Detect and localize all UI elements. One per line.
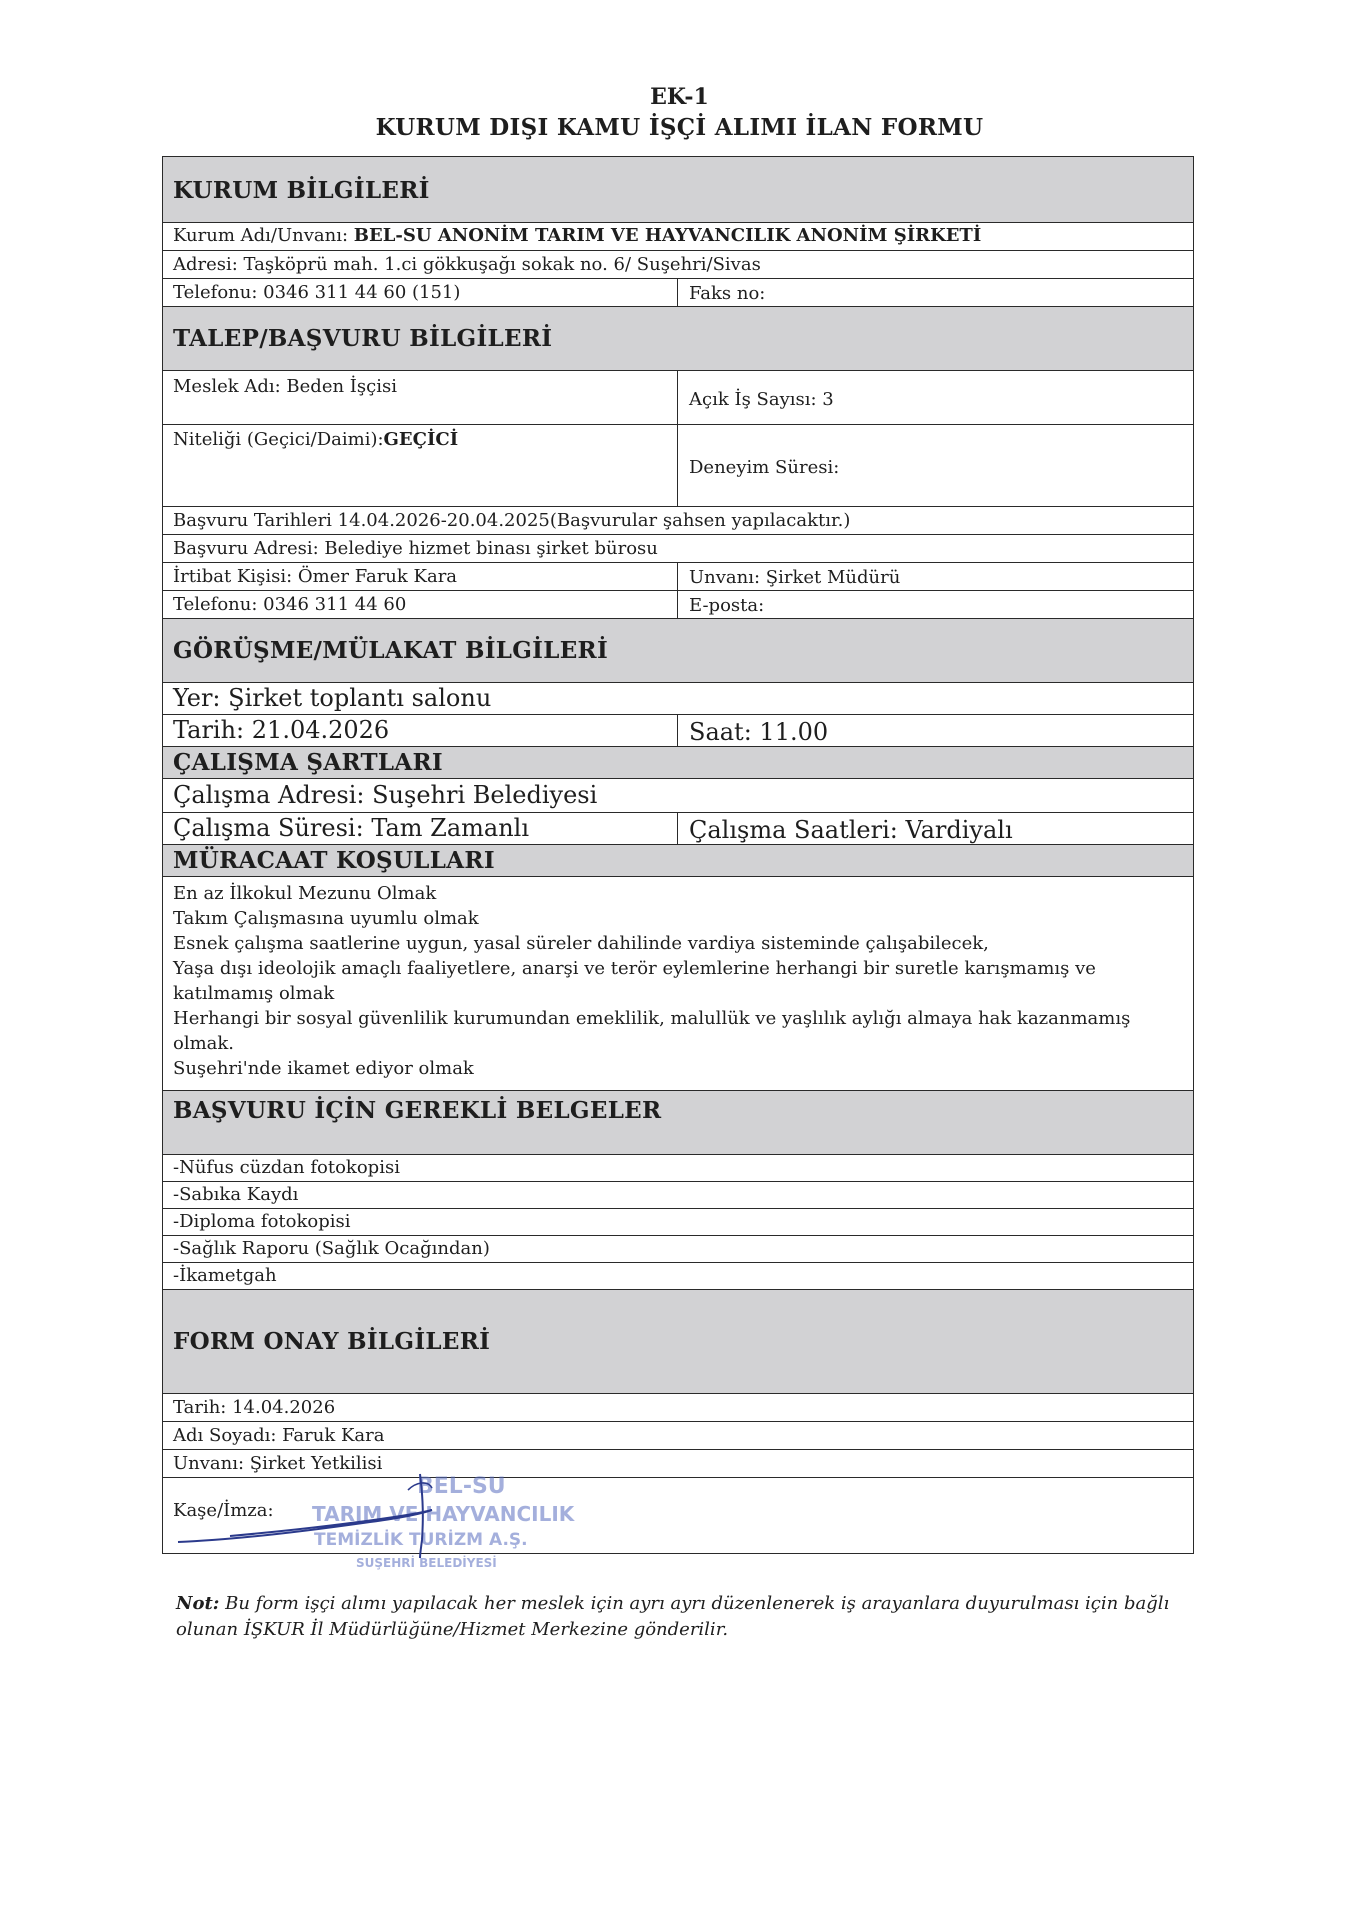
belge-item: -Sağlık Raporu (Sağlık Ocağından) [173, 1238, 490, 1259]
nitelik [173, 429, 458, 450]
calisma-suresi: Çalışma Süresi: Tam Zamanlı [173, 814, 530, 842]
row-basvuru-adresi [163, 535, 1193, 563]
row-calisma-sure [163, 813, 1193, 845]
kurum-unvan-value: BEL-SU ANONİM TARIM VE HAYVANCILIK ANONİM ŞİRKETİ [353, 225, 982, 246]
section-title-gorusme: GÖRÜŞME/MÜLAKAT BİLGİLERİ [173, 637, 608, 664]
deneyim-suresi: Deneyim Süresi: [689, 457, 840, 478]
note-label: Not: [176, 1593, 220, 1614]
section-title-talep: TALEP/BAŞVURU BİLGİLERİ [173, 325, 553, 352]
row-onay-ad [163, 1422, 1193, 1450]
row-kurum-unvan [163, 223, 1193, 251]
row-onay-tarih [163, 1394, 1193, 1422]
section-kurum [163, 157, 1193, 223]
gorusme-tarih: Tarih: 21.04.2026 [173, 716, 390, 744]
signature [170, 1470, 490, 1560]
stamp-line-4: SUŞEHRİ BELEDİYESİ [356, 1556, 497, 1570]
section-gorusme [163, 619, 1193, 683]
irtibat-unvan: Unvanı: Şirket Müdürü [689, 567, 901, 588]
announcement-form [162, 156, 1194, 1554]
row-kurum-telefon [163, 279, 1193, 307]
section-title-belgeler: BAŞVURU İÇİN GEREKLİ BELGELER [173, 1097, 662, 1124]
section-title-onay: FORM ONAY BİLGİLERİ [173, 1328, 491, 1355]
row-basvuru-tarihleri [163, 507, 1193, 535]
kurum-unvan-label: Kurum Adı/Unvanı: [173, 225, 349, 246]
kurum-telefon: Telefonu: 0346 311 44 60 (151) [173, 282, 461, 303]
row-irtibat [163, 563, 1193, 591]
irtibat-eposta: E-posta: [689, 595, 765, 616]
note-text: Bu form işçi alımı yapılacak her meslek için ayrı ayrı düzenlenerek iş arayanlara duyurulması için bağlı olunan İŞKUR İl Müdürlüğüne/Hizmet Merkezine gönderilir. [176, 1593, 1170, 1640]
gorusme-yer: Yer: Şirket toplantı salonu [173, 684, 492, 712]
row-kurum-adres [163, 251, 1193, 279]
onay-unvan: Unvanı: Şirket Yetkilisi [173, 1453, 383, 1474]
row-nitelik [163, 425, 1193, 507]
kurum-adres: Adresi: Taşköprü mah. 1.ci gökkuşağı sokak no. 6/ Suşehri/Sivas [173, 254, 761, 275]
section-title-kurum: KURUM BİLGİLERİ [173, 177, 430, 204]
belge-item: -Diploma fotokopisi [173, 1211, 351, 1232]
row-calisma-adres [163, 779, 1193, 813]
section-muracaat [163, 845, 1193, 877]
acik-is-sayisi: Açık İş Sayısı: 3 [689, 389, 834, 410]
muracaat-list [163, 877, 1193, 1091]
belge-row [163, 1263, 1193, 1290]
stamp-line-3: TEMİZLİK TURİZM A.Ş. [314, 1530, 528, 1550]
muracaat-item: Suşehri'nde ikamet ediyor olmak [173, 1058, 474, 1079]
kurum-faks: Faks no: [689, 283, 766, 304]
meslek-adi: Meslek Adı: Beden İşçisi [173, 376, 397, 397]
muracaat-item: En az İlkokul Mezunu Olmak [173, 883, 437, 904]
onay-ad-soyad: Adı Soyadı: Faruk Kara [173, 1425, 385, 1446]
basvuru-tarihleri: Başvuru Tarihleri 14.04.2026-20.04.2025(Başvurular şahsen yapılacaktır.) [173, 510, 851, 531]
irtibat-telefon: Telefonu: 0346 311 44 60 [173, 594, 407, 615]
belge-item: -Sabıka Kaydı [173, 1184, 299, 1205]
belge-row [163, 1155, 1193, 1182]
nitelik-value: GEÇİCİ [383, 429, 459, 450]
muracaat-item: Takım Çalışmasına uyumlu olmak [173, 908, 479, 929]
calisma-adresi: Çalışma Adresi: Suşehri Belediyesi [173, 781, 598, 809]
gorusme-saat: Saat: 11.00 [689, 718, 829, 746]
muracaat-item: Herhangi bir sosyal güvenlilik kurumundan emeklilik, malullük ve yaşlılık aylığı almaya hak kazanmamış olmak. [173, 1008, 1131, 1054]
belge-row [163, 1182, 1193, 1209]
onay-tarih: Tarih: 14.04.2026 [173, 1397, 336, 1418]
muracaat-item: Yaşa dışı ideolojik amaçlı faaliyetlere, anarşi ve terör eylemlerine herhangi bir suretle karışmamış ve katılmamış olmak [173, 958, 1096, 1004]
stamp-line-2: TARIM VE HAYVANCILIK [312, 1502, 575, 1526]
belge-row [163, 1209, 1193, 1236]
row-meslek [163, 371, 1193, 425]
belge-item: -İkametgah [173, 1265, 277, 1286]
belge-row [163, 1236, 1193, 1263]
row-gorusme-tarih [163, 715, 1193, 747]
document-code: EK-1 [650, 84, 709, 110]
row-irtibat-telefon [163, 591, 1193, 619]
kurum-unvan [173, 225, 981, 246]
nitelik-label: Niteliği (Geçici/Daimi): [173, 429, 384, 450]
irtibat-kisisi: İrtibat Kişisi: Ömer Faruk Kara [173, 566, 458, 587]
belge-item: -Nüfus cüzdan fotokopisi [173, 1157, 400, 1178]
row-gorusme-yer [163, 683, 1193, 715]
stamp-line-1: BEL-SU [417, 1474, 506, 1499]
calisma-saatleri: Çalışma Saatleri: Vardiyalı [689, 816, 1013, 844]
section-talep [163, 307, 1193, 371]
section-belgeler [163, 1091, 1193, 1155]
kase-imza-label: Kaşe/İmza: [173, 1500, 274, 1521]
section-title-calisma: ÇALIŞMA ŞARTLARI [173, 749, 443, 776]
document-title: KURUM DIŞI KAMU İŞÇİ ALIMI İLAN FORMU [375, 114, 984, 141]
basvuru-adresi: Başvuru Adresi: Belediye hizmet binası şirket bürosu [173, 538, 658, 559]
section-title-muracaat: MÜRACAAT KOŞULLARI [173, 847, 495, 874]
section-calisma [163, 747, 1193, 779]
section-onay [163, 1290, 1193, 1394]
footer-note [176, 1591, 1216, 1643]
muracaat-item: Esnek çalışma saatlerine uygun, yasal süreler dahilinde vardiya sisteminde çalışabilecek, [173, 933, 989, 954]
